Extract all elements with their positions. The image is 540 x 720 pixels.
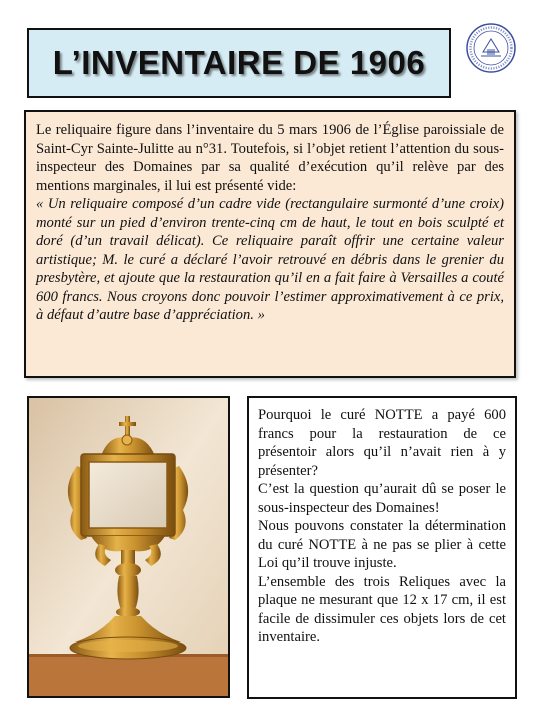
association-seal-icon — [465, 22, 517, 74]
commentary-paragraph-2: C’est la question qu’aurait dû se poser le sous-inspecteur des Domaines! — [258, 481, 506, 516]
reliquary-photo — [27, 396, 230, 698]
page-title: L’INVENTAIRE DE 1906 — [52, 44, 426, 81]
title-banner — [27, 28, 451, 98]
commentary-paragraph-4: L’ensemble des trois Reliques avec la plaque ne mesurant que 12 x 17 cm, il est facile de dissimuler ces objets lors de cet inventaire. — [258, 573, 506, 645]
intro-paragraph: Le reliquaire figure dans l’inventaire du 5 mars 1906 de l’Église paroissiale de Saint-Cyr Sainte-Julitte au n°31. Toutefois, si l’objet retient l’attention du sous-inspecteur des Domaines par sa qualité d’exécution qu’il relève par des mentions marginales, il lui est présenté vide: — [36, 122, 504, 194]
commentary-paragraph-3: Nous pouvons constater la détermination du curé NOTTE à ne pas se plier à cette Loi qu’il trouve injuste. — [258, 518, 506, 571]
inventory-text-box — [24, 110, 516, 378]
commentary-paragraph-1: Pourquoi le curé NOTTE a payé 600 francs pour la restauration de ce présentoir alors qu’il n’avait rien à y présenter? — [258, 407, 506, 479]
inventory-quote: « Un reliquaire composé d’un cadre vide (rectangulaire surmonté d’une croix) monté sur un pied d’environ trente-cinq cm de haut, le tout en bois sculpté et doré (d’un travail délicat). Ce reliquaire paraît offrir une certaine valeur artistique; M. le curé a déclaré l’avoir retrouvé en débris dans le grenier du presbytère, et ajoute que la restauration qu’il en a fait faire à Versailles a couté 600 francs. Nous croyons donc pouvoir l’estimer approximativement à ce prix, à défaut d’autre base d’appréciation. » — [36, 196, 504, 323]
commentary-text-box — [247, 396, 517, 699]
